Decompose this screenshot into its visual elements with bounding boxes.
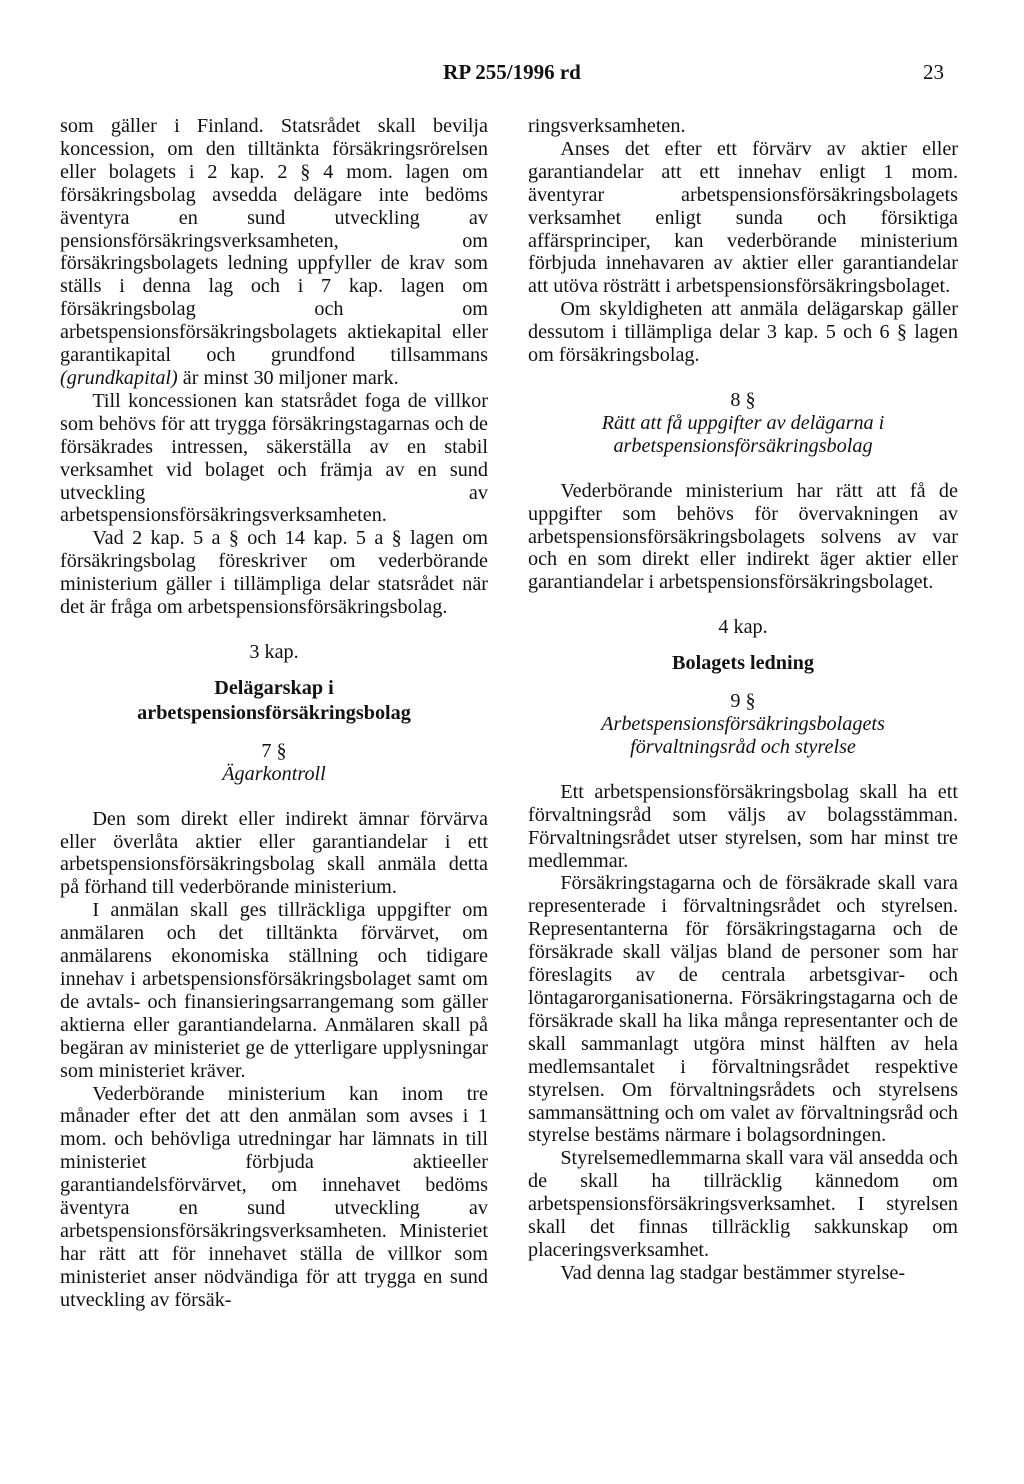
section-number: 9 §: [730, 690, 756, 713]
paragraph: ringsverksamheten.: [528, 115, 686, 137]
chapter-label: 4 kap.: [718, 616, 768, 639]
section-number: 8 §: [730, 388, 756, 411]
paragraph: Om skyldigheten att anmäla delägarskap gäller dessutom i tillämpliga delar 3 kap. 5 och 6 § lagen om försäkringsbolag.: [528, 298, 958, 367]
paragraph: Vederbörande ministerium har rätt att få de uppgifter som behövs för övervakningen av arbetspensionsförsäkringsbolagets solvens av var och en som direkt eller indirekt äger aktier eller garantiandelar i arbetspensionsförsäkringsbolaget.: [528, 479, 958, 594]
section-number: 7 §: [261, 739, 287, 762]
paragraph: Styrelsemedlemmarna skall vara väl ansedda och de skall ha tillräcklig kännedom om arbetspensionsförsäkringsverksamhet. I styrelsen skall det finnas tillräcklig sakkunskap om placeringsverksamhet.: [528, 1147, 958, 1261]
running-head: RP 255/1996 rd: [443, 60, 581, 84]
paragraph: Vad 2 kap. 5 a § och 14 kap. 5 a § lagen om försäkringsbolag föreskriver om vederbörande ministerium gäller i tillämpliga delar statsrådet när det är fråga om arbetspensionsförsäkringsbolag.: [60, 527, 488, 619]
section-title: Rätt att få uppgifter av delägarna i arbetspensionsförsäkringsbolag: [601, 411, 885, 457]
right-column: [528, 115, 958, 1285]
left-column: [60, 115, 488, 1312]
paragraph: I anmälan skall ges tillräckliga uppgifter om anmälaren och det tilltänkta förvärvet, om anmälarens ekonomiska ställning och tidigare innehav i arbetspensionsförsäkringsbolaget samt om de avtals- och finansieringsarrangemang som gäller aktierna eller garantiandelarna. Anmälaren skall på begäran av ministeriet ge de ytterligare upplysningar som ministeriet kräver.: [60, 899, 488, 1082]
page-header: [0, 60, 1024, 90]
paragraph: Vad denna lag stadgar bestämmer styrelse-: [560, 1261, 906, 1284]
paragraph: Försäkringstagarna och de försäkrade skall vara representerade i förvaltningsrådet och styrelsen. Representanterna för försäkringstagarna och de försäkrade skall väljas bland de personer som har föreslagits av de centrala arbetsgivar- och löntagarorganisationerna. Försäkringstagarna och de försäkrade skall ha lika många representanter och de skall sammanlagt utgöra minst hälften av hela medlemsantalet i förvaltningsrådet respektive styrelsen. Om förvaltningsrådets och styrelsens sammansättning och om valet av förvaltningsråd och styrelse bestäms närmare i bolagsordningen.: [528, 872, 958, 1147]
paragraph: Den som direkt eller indirekt ämnar förvärva eller överlåta aktier eller garantiandelar i ett arbetspensionsförsäkringsbolag skall anmäla detta på förhand till vederbörande ministerium.: [60, 807, 488, 899]
section-title: Ägarkontroll: [222, 762, 326, 785]
chapter-title: Delägarskap i arbetspensionsförsäkringsbolag: [137, 676, 411, 724]
chapter-label: 3 kap.: [249, 640, 299, 663]
section-title: Arbetspensionsförsäkringsbolagets förvaltningsråd och styrelse: [601, 713, 885, 758]
paragraph: Ett arbetspensionsförsäkringsbolag skall ha ett förvaltningsråd som väljs av bolagsstämman. Förvaltningsrådet utser styrelsen, som har minst tre medlemmar.: [528, 780, 958, 872]
paragraph: Anses det efter ett förvärv av aktier eller garantiandelar att ett innehav enligt 1 mom. äventyrar arbetspensionsförsäkringsbolagets verksamhet enligt sunda och försiktiga affärsprinciper, kan vederbörande ministerium förbjuda innehavaren av aktier eller garantiandelar att utöva rösträtt i arbetspensionsförsäkringsbolaget.: [528, 137, 958, 298]
paragraph: Till koncessionen kan statsrådet foga de villkor som behövs för att trygga försäkringstagarnas och de försäkrades intressen, säkerställa av en stabil verksamhet vid bolaget och främja av en sund utveckling av arbetspensionsförsäkringsverksamheten.: [60, 389, 488, 527]
paragraph: Vederbörande ministerium kan inom tre månader efter det att den anmälan som avses i 1 mom. och behövliga utredningar har lämnats in till ministeriet förbjuda aktieeller garantiandelsförvärvet, om innehavet bedöms äventyra en sund utveckling av arbetspensionsförsäkringsverksamheten. Ministeriet har rätt att för innehavet ställa de villkor som ministeriet anser nödvändiga för att trygga en sund utveckling av försäk-: [60, 1082, 488, 1311]
paragraph: som gäller i Finland. Statsrådet skall bevilja koncession, om den tilltänkta försäkringsrörelsen eller bolagets i 2 kap. 2 § 4 mom. lagen om försäkringsbolag avsedda delägare inte bedöms äventyra en sund utveckling av pensionsförsäkringsverksamheten, om försäkringsbolagets ledning uppfyller de krav som ställs i denna lag och i 7 kap. lagen om försäkringsbolag och om arbetspensionsförsäkringsbolagets aktiekapital eller garantikapital och grundfond tillsammans (grundkapital) är minst 30 miljoner mark.: [60, 115, 488, 389]
page-number: 23: [923, 60, 944, 84]
chapter-title: Bolagets ledning: [672, 652, 814, 675]
